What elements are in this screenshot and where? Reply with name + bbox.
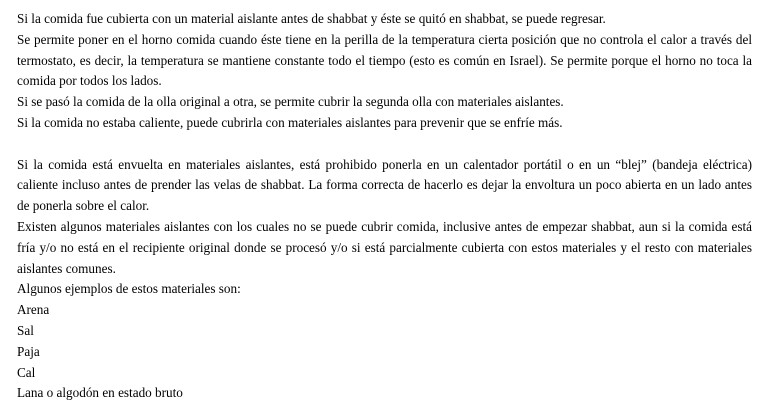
list-item: Arena bbox=[17, 302, 50, 318]
list-intro: Algunos ejemplos de estos materiales son: bbox=[17, 281, 241, 297]
list-item: Cal bbox=[17, 364, 36, 380]
paragraph-spacer bbox=[17, 134, 752, 155]
materials-list bbox=[17, 300, 752, 404]
list-item: Sal bbox=[17, 322, 34, 338]
paragraph-comida-no-caliente: Si la comida no estaba caliente, puede cubrirla con materiales aislantes para prevenir que se enfríe más. bbox=[17, 114, 563, 130]
document-body bbox=[17, 9, 752, 404]
paragraph-calentador-blej: Si la comida está envuelta en materiales aislantes, está prohibido ponerla en un calentador portátil o en un “blej” (bandeja eléctrica) caliente incluso antes de prender las velas de shabbat. La forma correcta de hacerlo es dejar la envoltura un poco abierta en un lado antes de ponerla sobre el calor. bbox=[17, 156, 752, 214]
list-item: Paja bbox=[17, 343, 40, 359]
paragraph-cubierta-regresar: Si la comida fue cubierta con un material aislante antes de shabbat y éste se quitó en shabbat, se puede regresar. bbox=[17, 11, 606, 26]
paragraph-olla-original: Si se pasó la comida de la olla original a otra, se permite cubrir la segunda olla con materiales aislantes. bbox=[17, 94, 564, 110]
paragraph-materiales-prohibidos: Existen algunos materiales aislantes con los cuales no se puede cubrir comida, inclusive antes de empezar shabbat, aun si la comida está fría y/o no está en el recipiente original donde se procesó y/o si está parcialmente cubierta con estos materiales y el resto con materiales aislantes comunes. bbox=[17, 218, 752, 276]
list-item: Lana o algodón en estado bruto bbox=[17, 385, 183, 401]
paragraph-horno-termostato: Se permite poner en el horno comida cuando éste tiene en la perilla de la temperatura cierta posición que no controla el calor a través del termostato, es decir, la temperatura se mantiene constante todo el tiempo (esto es común en Israel). Se permite porque el horno no toca la comida por todos los lados. bbox=[17, 31, 752, 89]
